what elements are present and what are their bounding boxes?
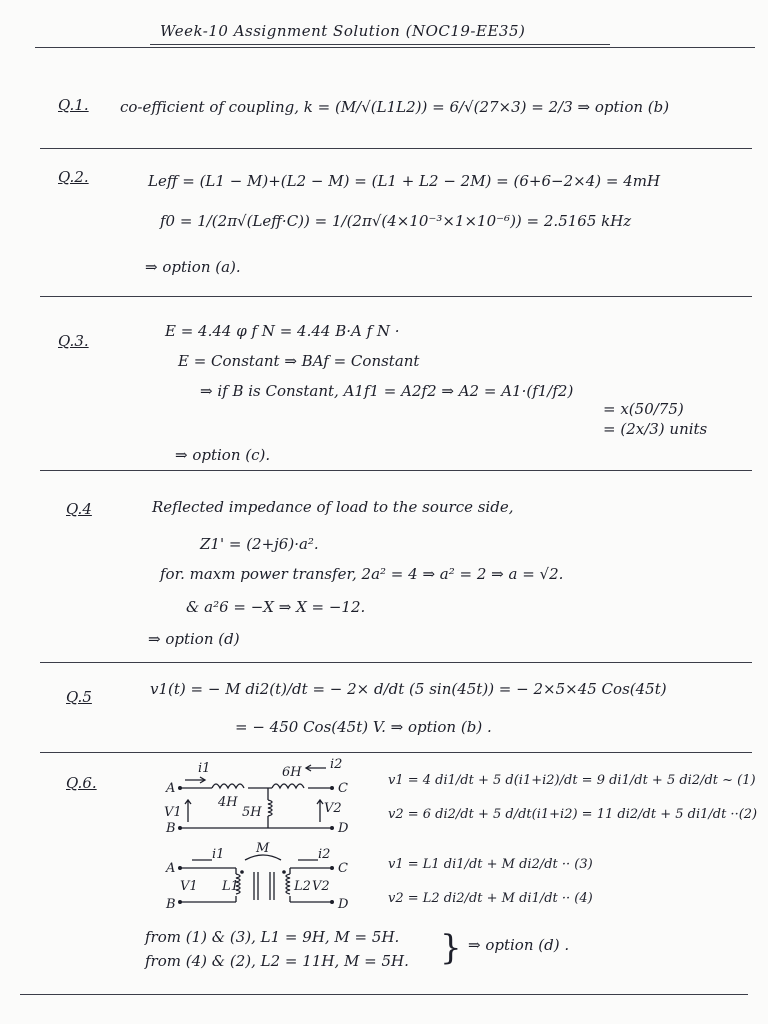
inductor-5h-coil	[268, 800, 272, 816]
q3-line2: E = Constant ⇒ BAf = Constant	[178, 352, 420, 370]
inductor-4h-coil	[212, 784, 244, 788]
q5-label: Q.5	[66, 688, 92, 706]
inductor-6h-coil	[272, 784, 304, 788]
circuit1-label-d: D	[338, 821, 349, 836]
q5-line2: = − 450 Cos(45t) V. ⇒ option (b) .	[235, 718, 492, 736]
q2-line3: ⇒ option (a).	[145, 258, 241, 276]
q4-line3: for. maxm power transfer, 2a² = 4 ⇒ a² = 2 ⇒ a = √2.	[160, 565, 564, 583]
q6-eq2: v2 = 6 di2/dt + 5 d/dt(i1+i2) = 11 di2/dt + 5 di1/dt ··(2)	[388, 807, 758, 822]
q4-line2: Z1' = (2+j6)·a².	[200, 535, 319, 553]
q3-label: Q.3.	[58, 332, 89, 350]
circuit1-label-5h: 5H	[242, 805, 262, 820]
circuit1-label-a: A	[166, 781, 176, 796]
core-lines	[254, 872, 274, 900]
circuit2-label-d: D	[338, 897, 349, 912]
circuit2-label-b: B	[166, 897, 176, 912]
q2-line2: f0 = 1/(2π√(Leff·C)) = 1/(2π√(4×10⁻³×1×10⁻⁶)) = 2.5165 kHz	[160, 212, 632, 230]
q6-conclusion2: from (4) & (2), L2 = 11H, M = 5H.	[145, 952, 409, 970]
q4-label: Q.4	[66, 500, 92, 518]
q4-line4: & a²6 = −X ⇒ X = −12.	[186, 598, 366, 616]
q6-answer: ⇒ option (d) .	[468, 936, 570, 954]
q4-line5: ⇒ option (d)	[148, 630, 240, 648]
q6-label: Q.6.	[66, 774, 97, 792]
q3-line3: ⇒ if B is Constant, A1f1 = A2f2 ⇒ A2 = A1·(f1/f2)	[200, 382, 574, 400]
circuit2-label-a: A	[166, 861, 176, 876]
circuit2-label-m: M	[256, 841, 270, 856]
q3-line6: ⇒ option (c).	[175, 446, 271, 464]
q3-line4: = x(50/75)	[603, 400, 684, 418]
circuit1-label-i2: i2	[330, 757, 343, 772]
circuit2-label-v2: V2	[312, 879, 330, 894]
circuit2-label-i2: i2	[318, 847, 331, 862]
circuit2-label-i1: i1	[212, 847, 225, 862]
q2-label: Q.2.	[58, 168, 89, 186]
q5-line1: v1(t) = − M di2(t)/dt = − 2× d/dt (5 sin(45t)) = − 2×5×45 Cos(45t)	[150, 680, 667, 698]
circuit1-label-4h: 4H	[218, 795, 238, 810]
q3-line5: = (2x/3) units	[603, 420, 708, 438]
circuit1-label-6h: 6H	[282, 765, 302, 780]
page-title: Week-10 Assignment Solution (NOC19-EE35)	[160, 22, 526, 40]
q4-line1: Reflected impedance of load to the source side,	[152, 498, 514, 516]
q6-eq1: v1 = 4 di1/dt + 5 d(i1+i2)/dt = 9 di1/dt + 5 di2/dt ~ (1)	[388, 773, 756, 788]
circuit2-label-c: C	[338, 861, 348, 876]
q6-eq4: v2 = L2 di2/dt + M di1/dt ·· (4)	[388, 891, 593, 906]
q1-line: co-efficient of coupling, k = (M/√(L1L2)) = 6/√(27×3) = 2/3 ⇒ option (b)	[120, 98, 670, 116]
q2-line1: Leff = (L1 − M)+(L2 − M) = (L1 + L2 − 2M) = (6+6−2×4) = 4mH	[148, 172, 661, 190]
q6-conclusion1: from (1) & (3), L1 = 9H, M = 5H.	[145, 928, 400, 946]
circuit2-label-l2: L2	[294, 879, 311, 894]
brace: }	[440, 928, 462, 968]
q3-line1: E = 4.44 φ f N = 4.44 B·A f N ·	[165, 322, 400, 340]
inductor-l2-coil	[286, 874, 290, 894]
circuit1-label-v1: V1	[164, 805, 182, 820]
circuit1-label-c: C	[338, 781, 348, 796]
circuit1-label-i1: i1	[198, 761, 211, 776]
circuit2-label-v1: V1	[180, 879, 198, 894]
circuit1-label-b: B	[166, 821, 176, 836]
circuit2-label-l1: L1	[222, 879, 239, 894]
circuit1-label-v2: V2	[324, 801, 342, 816]
q6-eq3: v1 = L1 di1/dt + M di2/dt ·· (3)	[388, 857, 593, 872]
q1-label: Q.1.	[58, 96, 89, 114]
page-bottom-rule	[20, 994, 748, 995]
